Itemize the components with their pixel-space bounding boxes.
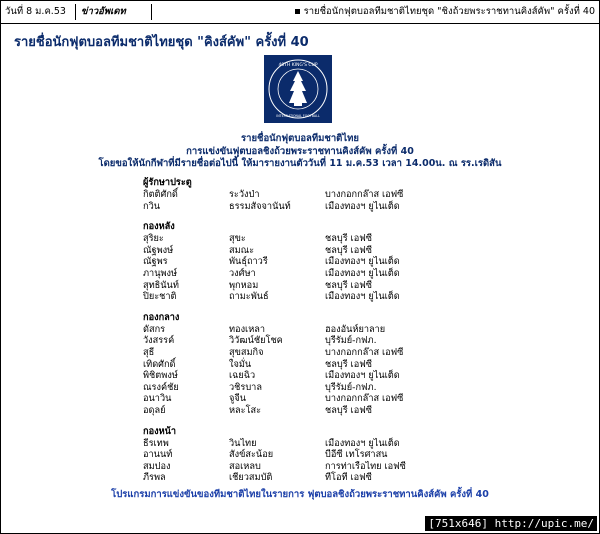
player-first-name: ภีรพล: [143, 472, 166, 484]
image-host-watermark: [751x646] http://upic.me/: [425, 516, 597, 531]
player-last-name: วิวัฒน์ชัยโชค: [229, 335, 283, 347]
player-club: การท่าเรือไทย เอฟซี: [325, 460, 406, 472]
intro-line-3: โดยขอให้นักกีฬาที่มีรายชื่อต่อไปนี้ ให้มารายงานตัววันที่ 11 ม.ค.53 เวลา 14.00น. ณ รร.เรดิสัน: [98, 158, 502, 169]
player-row: [143, 324, 473, 336]
player-row: [143, 256, 473, 268]
player-last-name: สอเหลบ: [229, 460, 261, 472]
player-club: บางกอกกล๊าส เอฟซี: [325, 346, 404, 358]
player-first-name: ดัสกร: [143, 323, 166, 335]
player-first-name: สุริยะ: [143, 233, 164, 245]
ticker-text[interactable]: รายชื่อนักฟุตบอลทีมชาติไทยชุด "ชิงถ้วยพระราชทานคิงส์คัพ" ครั้งที่ 40: [303, 6, 595, 17]
player-first-name: เทิดศักดิ์: [143, 358, 176, 370]
news-ticker[interactable]: [251, 1, 595, 23]
player-club: บางกอกกล๊าส เอฟซี: [325, 393, 404, 405]
player-row: [143, 335, 473, 347]
player-club: เมืองทองฯ ยูไนเต็ด: [325, 437, 400, 449]
player-last-name: ถามะพันธ์: [229, 291, 269, 303]
player-club: เมืองทองฯ ยูไนเต็ด: [325, 256, 400, 268]
player-row: [143, 347, 473, 359]
player-first-name: อดุลย์: [143, 404, 166, 416]
position-group-title: ผู้รักษาประตู: [143, 177, 192, 188]
date-label: วันที่ 8 ม.ค.53: [5, 6, 66, 17]
player-row: [143, 189, 473, 201]
player-first-name: กวิน: [143, 200, 161, 212]
player-first-name: ธีรเทพ: [143, 437, 169, 449]
page-title: รายชื่อนักฟุตบอลทีมชาติไทยชุด "คิงส์คัพ" ครั้งที่ 40: [14, 35, 309, 50]
position-group: [143, 221, 473, 303]
position-group-title: กองหน้า: [143, 425, 177, 437]
player-first-name: สุทธินันท์: [143, 279, 179, 291]
news-update-link[interactable]: ข่าวอัพเดท: [81, 6, 126, 17]
player-last-name: ใจมั่น: [229, 358, 252, 370]
svg-text:INTERNATIONAL FOOTBALL: INTERNATIONAL FOOTBALL: [276, 114, 320, 118]
player-row: [143, 461, 473, 473]
position-group: [143, 312, 473, 417]
player-last-name: หละโสะ: [229, 404, 262, 416]
player-row: [143, 291, 473, 303]
player-last-name: พันธุ์ถาวรี: [229, 256, 268, 268]
player-last-name: จูจีน: [229, 393, 247, 405]
player-last-name: ธรรมสัจจานันท์: [229, 200, 291, 212]
player-last-name: ทองเหลา: [229, 323, 266, 335]
player-last-name: พุกหอม: [229, 279, 259, 291]
player-first-name: สมปอง: [143, 460, 171, 472]
player-first-name: กิตติศักดิ์: [143, 189, 178, 200]
player-first-name: อนาวิน: [143, 393, 172, 405]
player-last-name: สุขสมกิจ: [229, 346, 264, 358]
player-first-name: อานนท์: [143, 449, 173, 461]
player-last-name: ระวังป่า: [229, 189, 260, 200]
position-group: [143, 177, 473, 212]
player-club: ชลบุรี เอฟซี: [325, 244, 372, 256]
player-first-name: ปิยะชาติ: [143, 291, 177, 303]
player-row: [143, 393, 473, 405]
player-row: [143, 438, 473, 450]
player-club: เมืองทองฯ ยูไนเต็ด: [325, 267, 400, 279]
player-row: [143, 201, 473, 213]
match-schedule-link[interactable]: โปรแกรมการแข่งขันของทีมชาติไทยในรายการ ฟุตบอลชิงถ้วยพระราชทานคิงส์คัพ ครั้งที่ 40: [111, 489, 489, 500]
player-last-name: วชิรบาล: [229, 381, 262, 393]
player-row: [143, 382, 473, 394]
position-group-title: กองกลาง: [143, 311, 180, 323]
player-row: [143, 280, 473, 292]
player-club: เมืองทองฯ ยูไนเต็ด: [325, 291, 400, 303]
divider: [151, 4, 152, 20]
player-last-name: สังข์สะน้อย: [229, 449, 274, 461]
player-first-name: พิชิตพงษ์: [143, 370, 178, 382]
player-club: ชลบุรี เอฟซี: [325, 279, 372, 291]
player-last-name: วงศ์ษา: [229, 267, 256, 279]
player-first-name: ณัฐพงษ์: [143, 244, 174, 256]
player-last-name: เฉยฉิว: [229, 370, 256, 382]
player-row: [143, 359, 473, 371]
player-first-name: ภานุพงษ์: [143, 267, 178, 279]
player-last-name: สุขะ: [229, 233, 246, 245]
player-first-name: ณัฐพร: [143, 256, 168, 268]
kings-cup-logo: [264, 55, 332, 123]
player-club: เมืองทองฯ ยูไนเต็ด: [325, 200, 400, 212]
bullet-icon: [295, 9, 300, 14]
player-club: บางกอกกล๊าส เอฟซี: [325, 189, 404, 200]
player-row: [143, 449, 473, 461]
player-row: [143, 472, 473, 484]
intro-line-2: การแข่งขันฟุตบอลชิงถ้วยพระราชทานคิงส์คัพ ครั้งที่ 40: [186, 146, 414, 157]
player-row: [143, 245, 473, 257]
player-row: [143, 268, 473, 280]
player-club: บุรีรัมย์-กฟภ.: [325, 335, 377, 347]
player-club: ชลบุรี เอฟซี: [325, 233, 372, 245]
player-row: [143, 405, 473, 417]
player-last-name: เชียวสมบัติ: [229, 472, 273, 484]
svg-text:40TH KING'S CUP: 40TH KING'S CUP: [278, 63, 318, 68]
player-last-name: สมณะ: [229, 244, 255, 256]
player-row: [143, 370, 473, 382]
player-first-name: สุธี: [143, 346, 155, 358]
position-group: [143, 426, 473, 484]
player-club: บีอีซี เทโรศาสน: [325, 449, 388, 461]
divider: [75, 4, 76, 20]
player-club: ชลบุรี เอฟซี: [325, 358, 372, 370]
intro-line-1: รายชื่อนักฟุตบอลทีมชาติไทย: [241, 133, 359, 144]
player-club: ทีโอที เอฟซี: [325, 472, 372, 484]
player-first-name: ณรงค์ชัย: [143, 381, 179, 393]
player-club: ฮองอันห์ยาลาย: [325, 323, 386, 335]
player-club: เมืองทองฯ ยูไนเต็ด: [325, 370, 400, 382]
player-row: [143, 233, 473, 245]
player-club: ชลบุรี เอฟซี: [325, 404, 372, 416]
top-bar: [1, 1, 599, 24]
player-last-name: วินไทย: [229, 437, 257, 449]
position-group-title: กองหลัง: [143, 221, 175, 233]
player-club: บุรีรัมย์-กฟภ.: [325, 381, 377, 393]
player-roster: [143, 177, 473, 493]
player-first-name: วังสรรค์: [143, 335, 175, 347]
